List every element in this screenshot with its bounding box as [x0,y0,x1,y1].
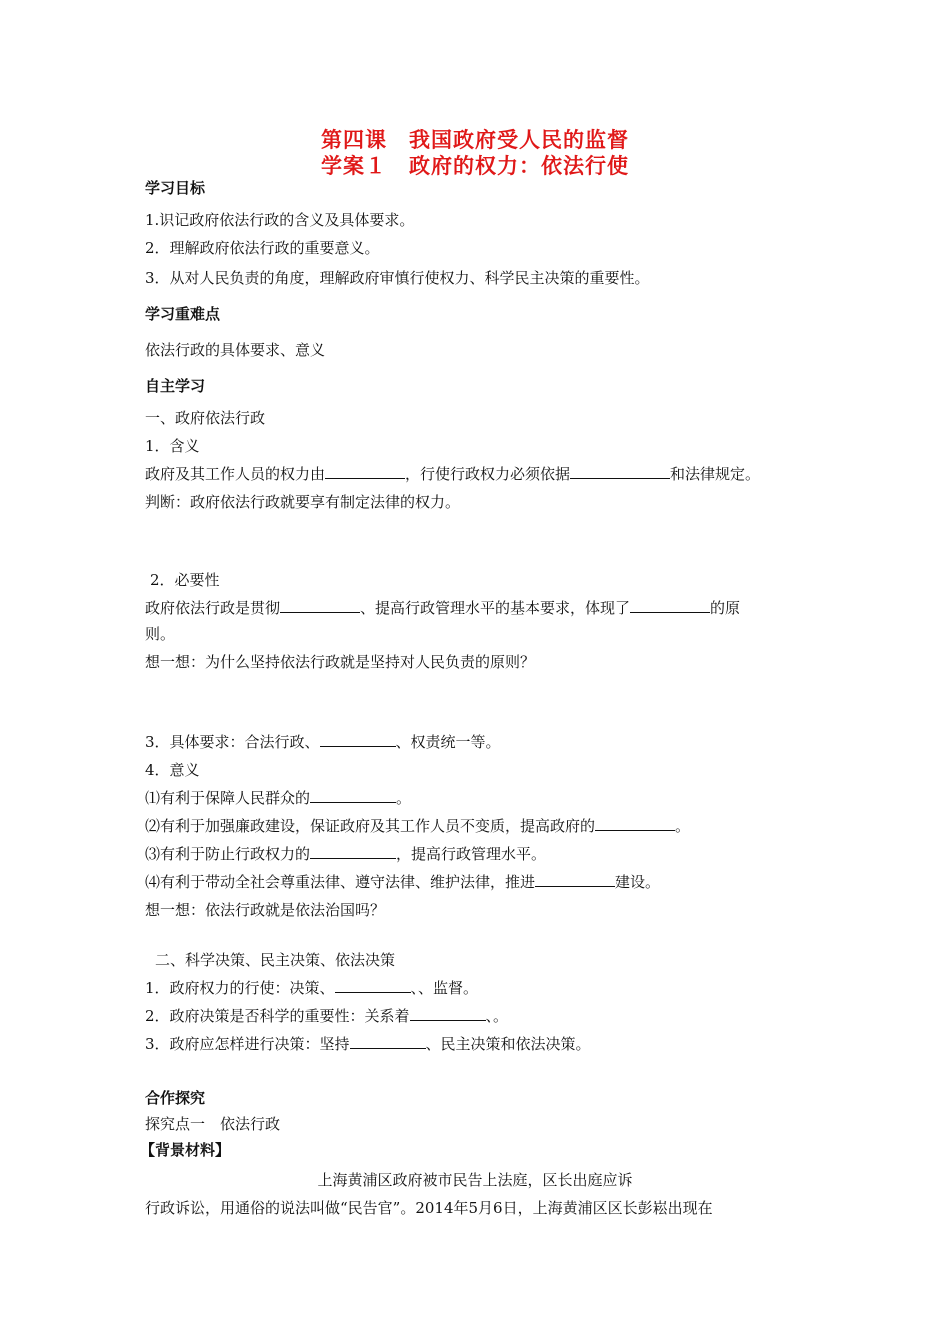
section-2-heading: 二、科学决策、民主决策、依法决策 [155,951,396,969]
text-segment: 政府依法行政是贯彻 [145,599,281,617]
text-segment: ⑴有利于保障人民群众的 [145,789,311,807]
text-segment: 、权责统一等。 [395,733,501,751]
text-segment: 3．政府应怎样进行决策：坚持 [145,1035,350,1053]
significance-1 [145,788,411,808]
item-4-significance: 4．意义 [145,761,200,779]
blank-field[interactable] [350,1034,426,1049]
text-segment: 政府及其工作人员的权力由 [145,465,326,483]
keypoints-text: 依法行政的具体要求、意义 [145,341,326,359]
goal-2: 2．理解政府依法行政的重要意义。 [145,239,380,257]
necessity-fill-line [145,598,740,618]
blank-field[interactable] [630,598,710,613]
significance-3 [145,844,546,864]
blank-field[interactable] [310,788,396,803]
background-material-label: 【背景材料】 [140,1141,231,1159]
text-segment: 的原 [710,599,741,617]
significance-4 [145,872,660,892]
blank-field[interactable] [535,872,615,887]
goal-1: 1.识记政府依法行政的含义及具体要求。 [145,211,415,229]
text-segment: 建设。 [615,873,661,891]
requirements-fill-line [145,732,501,752]
title-line-2: 学案１ 政府的权力：依法行使 [321,154,629,178]
significance-2 [145,816,690,836]
think-question-2: 想一想：依法行政就是依法治国吗？ [145,901,386,919]
decision-1 [145,978,478,998]
decision-3 [145,1034,591,1054]
blank-field[interactable] [310,844,396,859]
self-study-heading: 自主学习 [145,377,206,395]
text-segment: 、、监督。 [410,979,479,997]
blank-field[interactable] [595,816,675,831]
item-1-meaning: 1．含义 [145,437,200,455]
text-segment: 、。 [485,1007,509,1025]
text-segment: ，行使行政权力必须依据 [405,465,571,483]
text-segment: 1．政府权力的行使：决策、 [145,979,335,997]
blank-field[interactable] [410,1006,486,1021]
decision-2 [145,1006,508,1026]
necessity-continuation: 则。 [145,625,176,643]
text-segment: 、民主决策和依法决策。 [425,1035,591,1053]
text-segment: 3．具体要求：合法行政、 [145,733,320,751]
blank-field[interactable] [335,978,411,993]
title-line-1: 第四课 我国政府受人民的监督 [321,128,629,152]
blank-field[interactable] [325,464,405,479]
cooperation-heading: 合作探究 [145,1089,206,1107]
keypoints-heading: 学习重难点 [145,305,221,323]
text-segment: 2．政府决策是否科学的重要性：关系着 [145,1007,410,1025]
blank-field[interactable] [570,464,670,479]
section-1-heading: 一、政府依法行政 [145,409,266,427]
goal-3: 3．从对人民负责的角度，理解政府审慎行使权力、科学民主决策的重要性。 [145,269,650,287]
text-segment: ⑵有利于加强廉政建设，保证政府及其工作人员不变质，提高政府的 [145,817,596,835]
meaning-fill-line [145,464,760,484]
material-title: 上海黄浦区政府被市民告上法庭，区长出庭应诉 [317,1171,633,1189]
item-2-necessity: 2．必要性 [150,571,220,589]
judge-question: 判断：政府依法行政就要享有制定法律的权力。 [145,493,461,511]
explore-point-1: 探究点一 依法行政 [145,1115,281,1133]
think-question-1: 想一想：为什么坚持依法行政就是坚持对人民负责的原则？ [145,653,536,671]
text-segment: 。 [675,817,691,835]
blank-field[interactable] [280,598,360,613]
goals-heading: 学习目标 [145,179,206,197]
material-paragraph: 行政诉讼，用通俗的说法叫做“民告官”。2014年5月6日，上海黄浦区区长彭崧出现在 [145,1199,713,1217]
text-segment: ⑷有利于带动全社会尊重法律、遵守法律、维护法律，推进 [145,873,536,891]
blank-field[interactable] [320,732,396,747]
text-segment: 。 [396,789,412,807]
text-segment: 和法律规定。 [670,465,761,483]
text-segment: 、提高行政管理水平的基本要求，体现了 [360,599,631,617]
text-segment: ，提高行政管理水平。 [396,845,547,863]
text-segment: ⑶有利于防止行政权力的 [145,845,311,863]
